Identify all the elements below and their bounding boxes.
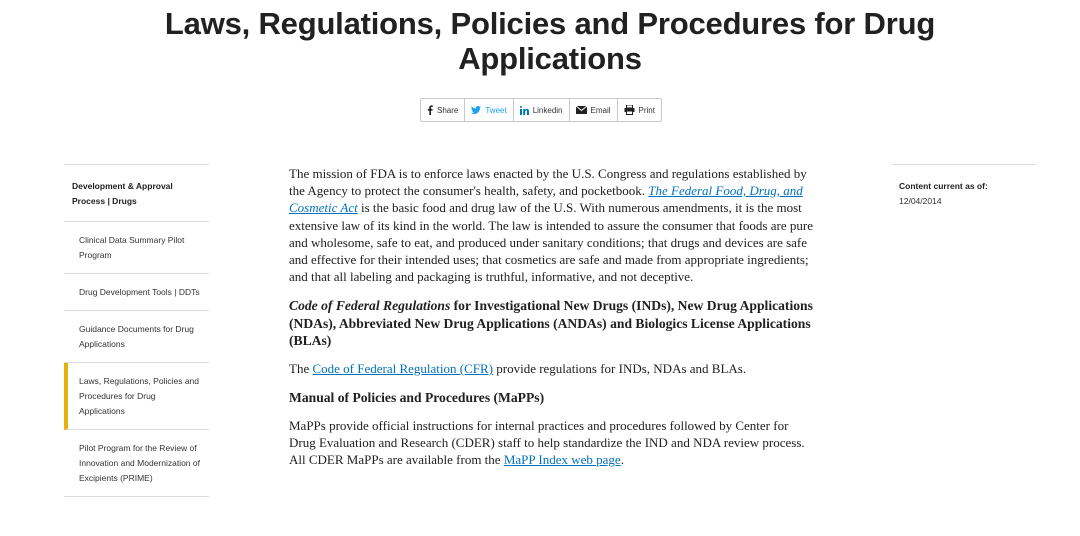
sidebar-item-guidance-documents[interactable]: Guidance Documents for Drug Applications <box>64 311 209 363</box>
cfr-heading-rest: for Investigational New Drugs (INDs), New Drug Applications (NDAs), Abbreviated New Drug Applications (ANDAs) and Biologics License Applications (BLAs) <box>289 298 813 349</box>
intro-text-2: is the basic food and drug law of the U.S. With numerous amendments, it is the most extensive law of its kind in the world. The law is intended to assure the consumer that foods are pure and wholesome, safe to eat, and produced under sanitary conditions; that drugs and devices are safe and effective for their intended uses; that cosmetics are safe and made from appropriate ingredients; and that all labeling and packaging is truthful, informative, and not deceptive. <box>289 200 813 285</box>
tweet-label: Tweet <box>485 105 507 115</box>
sidebar-item-drug-development-tools[interactable]: Drug Development Tools | DDTs <box>64 274 209 311</box>
sidebar-item-prime-pilot[interactable]: Pilot Program for the Review of Innovation and Modernization of Excipients (PRIME) <box>64 430 209 497</box>
email-label: Email <box>590 105 611 115</box>
twitter-icon <box>471 106 481 114</box>
content-info-aside <box>892 164 1036 206</box>
fdc-act-link[interactable]: The Federal Food, Drug, and Cosmetic Act <box>289 183 803 216</box>
share-twitter-button[interactable] <box>465 99 513 121</box>
share-email-button[interactable] <box>570 99 618 121</box>
facebook-icon <box>427 105 433 115</box>
cfr-link[interactable]: Code of Federal Regulation (CFR) <box>312 360 493 376</box>
sidebar-nav <box>64 164 209 497</box>
share-facebook-button[interactable] <box>421 99 465 121</box>
cfr-text-post: provide regulations for INDs, NDAs and BLAs. <box>493 360 747 376</box>
share-print-button[interactable] <box>618 99 661 121</box>
print-label: Print <box>638 105 655 115</box>
sidebar-item-laws-regulations[interactable]: Laws, Regulations, Policies and Procedures for Drug Applications <box>64 363 209 430</box>
share-label: Share <box>437 105 459 115</box>
mapp-text-post: . <box>620 452 624 468</box>
sidebar-heading[interactable]: Development & Approval Process | Drugs <box>64 165 209 222</box>
share-linkedin-button[interactable] <box>514 99 570 121</box>
printer-icon <box>624 105 635 115</box>
cfr-heading-italic: Code of Federal Regulations <box>289 298 451 314</box>
share-toolbar <box>420 98 662 122</box>
page-title: Laws, Regulations, Policies and Procedures for Drug Applications <box>164 6 936 76</box>
cfr-paragraph <box>289 360 817 377</box>
mapp-text-pre: MaPPs provide official instructions for internal practices and procedures followed by Center for Drug Evaluation and Research (CDER) staff to help standardize the IND and NDA review process. All CDER MaPPs are available from the <box>289 417 805 468</box>
mapp-index-link[interactable]: MaPP Index web page <box>503 452 621 468</box>
cfr-text-pre: The <box>289 360 313 376</box>
cfr-heading <box>289 297 817 350</box>
linkedin-icon <box>520 106 529 115</box>
content-current-date: 12/04/2014 <box>899 196 942 206</box>
sidebar-item-clinical-data-summary[interactable]: Clinical Data Summary Pilot Program <box>64 222 209 274</box>
intro-text-1: The mission of FDA is to enforce laws enacted by the U.S. Congress and regulations established by the Agency to protect the consumer's health, safety, and pocketbook. <box>289 166 807 199</box>
mapp-heading: Manual of Policies and Procedures (MaPPs) <box>289 390 545 406</box>
linkedin-label: Linkedin <box>532 105 563 115</box>
content-current-label: Content current as of: <box>899 181 988 191</box>
main-content <box>289 165 817 480</box>
mapp-paragraph <box>289 417 817 469</box>
intro-paragraph <box>289 165 817 285</box>
envelope-icon <box>576 106 587 114</box>
